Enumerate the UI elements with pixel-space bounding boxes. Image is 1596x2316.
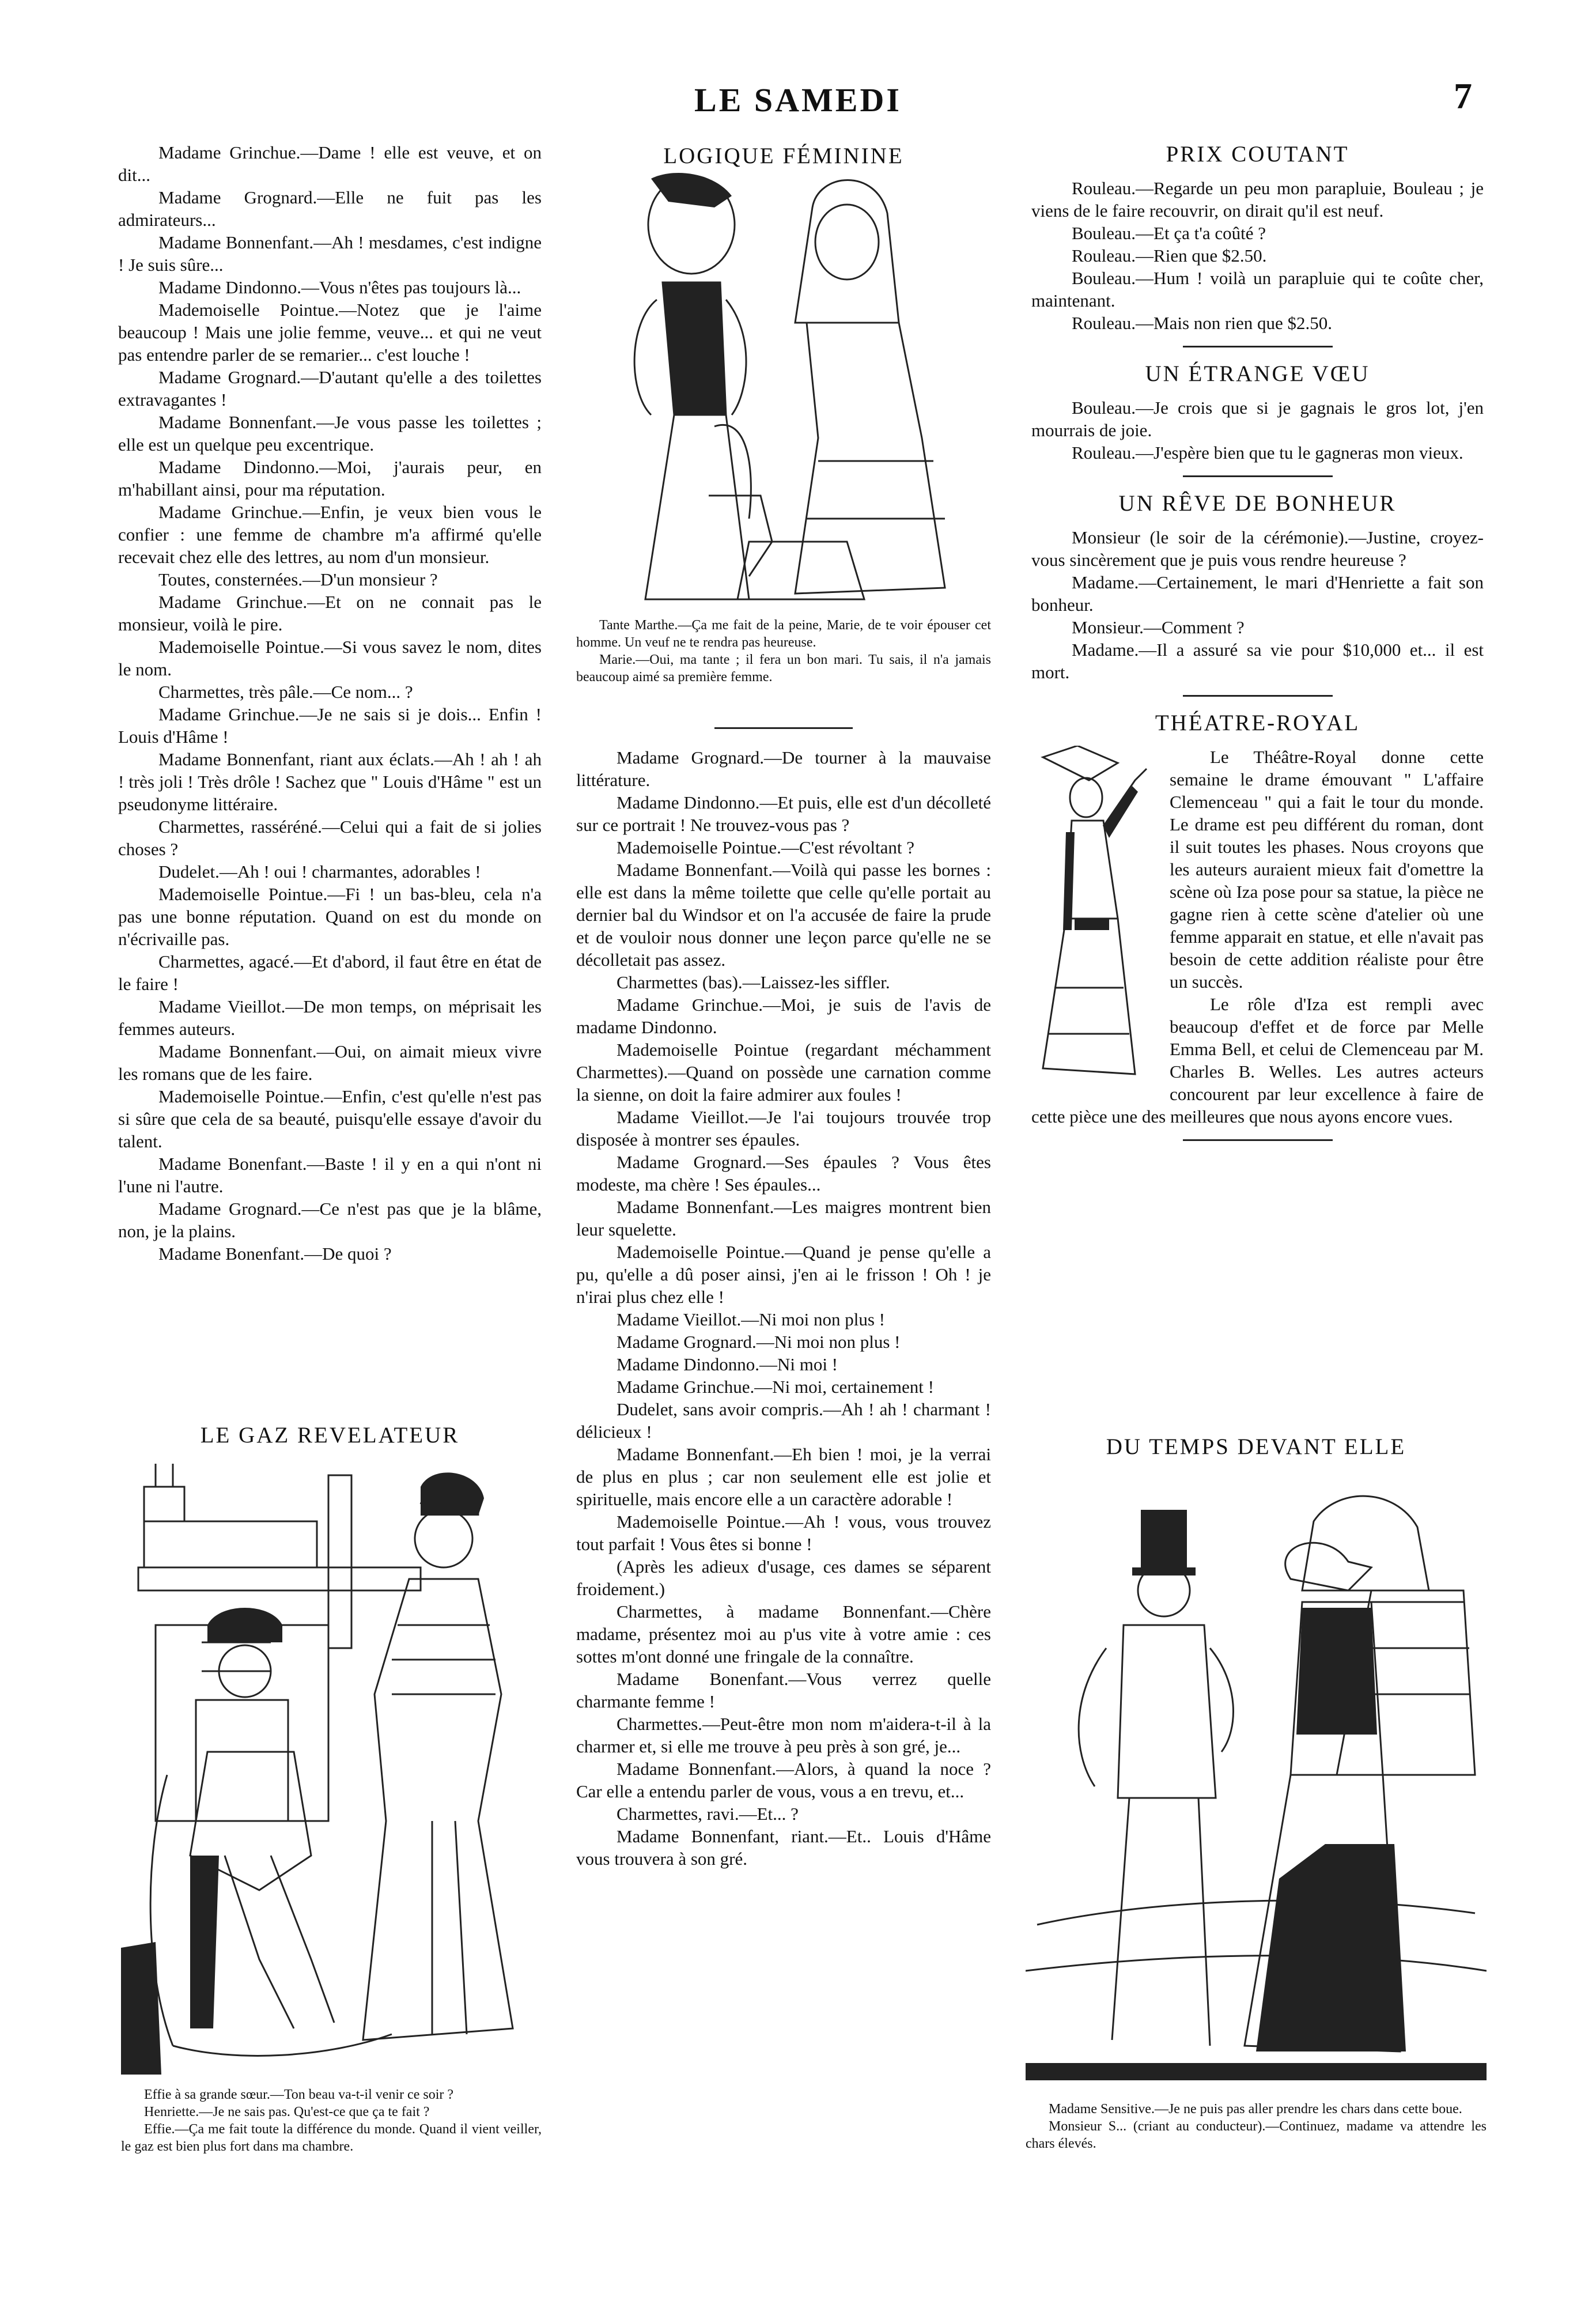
dialogue-paragraph: Bouleau.—Hum ! voilà un parapluie qui te coûte cher, maintenant. [1031, 268, 1484, 311]
page-number: 7 [1454, 75, 1472, 116]
gaz-revelateur-title: LE GAZ REVELATEUR [200, 1423, 460, 1448]
dialogue-text-1 [118, 141, 542, 1265]
dialogue-paragraph: Madame Bonenfant.—Vous verrez quelle charmante femme ! [576, 1669, 991, 1712]
dialogue-paragraph: Dudelet.—Ah ! oui ! charmantes, adorables ! [158, 862, 481, 882]
reve-bonheur-text [1031, 526, 1484, 683]
dialogue-paragraph: Madame Bonnenfant, riant aux éclats.—Ah ! ah ! ah ! très joli ! Très drôle ! Sachez que " Louis d'Hâme " est un pseudonyme littéraire. [118, 749, 542, 814]
column-2 [576, 746, 991, 1870]
dialogue-paragraph: Madame Grinchue.—Enfin, je veux bien vous le confier : une femme de chambre m'a affirmé qu'elle recevait chez elle des lettres, au nom d'un monsieur. [118, 502, 542, 567]
dialogue-paragraph: Madame Grognard.—Elle ne fuit pas les admirateurs... [118, 187, 542, 230]
dialogue-paragraph: Rouleau.—Regarde un peu mon parapluie, Bouleau ; je viens de le faire recouvrir, on dirait qu'il est neuf. [1031, 178, 1484, 221]
dialogue-paragraph: Madame Grinchue.—Moi, je suis de l'avis de madame Dindonno. [576, 995, 991, 1037]
dialogue-paragraph: Rouleau.—J'espère bien que tu le gagneras mon vieux. [1072, 443, 1463, 463]
caption-line: Effie.—Ça me fait toute la différence du monde. Quand il vient veiller, le gaz est bien plus fort dans ma chambre. [121, 2122, 542, 2154]
caption-line: Madame Sensitive.—Je ne puis pas aller prendre les chars dans cette boue. [1049, 2102, 1462, 2117]
gaz-revelateur-caption [121, 2086, 542, 2155]
section-divider [1183, 346, 1333, 347]
dialogue-paragraph: Charmettes, à madame Bonnenfant.—Chère madame, présentez moi au p'us vite à votre amie : ces sottes m'ont donné une fringale de la connaître. [576, 1601, 991, 1667]
section-divider [714, 727, 853, 729]
dialogue-paragraph: Madame Bonenfant.—De quoi ? [158, 1244, 392, 1264]
actress-figure-illustration [1031, 746, 1158, 1086]
dialogue-paragraph: Madame Bonnenfant.—Je vous passe les toilettes ; elle est un quelque peu excentrique. [118, 412, 542, 455]
dialogue-paragraph: Madame Bonnenfant, riant.—Et.. Louis d'Hâme vous trouvera à son gré. [576, 1826, 991, 1869]
dialogue-text-2 [576, 746, 991, 1870]
prix-coutant-text [1031, 177, 1484, 334]
dialogue-paragraph: Madame Grinchue.—Dame ! elle est veuve, et on dit... [118, 142, 542, 185]
article-paragraph: Le rôle d'Iza est rempli avec beaucoup d'effet et de force par Melle Emma Bell, et celui de Clemenceau par M. Charles B. Welles. Les autres acteurs concourent par leur excellence à faire de cette pièce une des meilleures que nous ayons encore vues. [1031, 994, 1484, 1127]
theatre-royal-title: THÉATRE-ROYAL [1155, 711, 1360, 735]
dialogue-paragraph: Madame Vieillot.—Ni moi non plus ! [617, 1309, 885, 1329]
section-divider [1183, 1139, 1333, 1141]
dialogue-paragraph: Rouleau.—Mais non rien que $2.50. [1072, 313, 1333, 333]
dialogue-paragraph: Madame Grognard.—Ni moi non plus ! [617, 1332, 901, 1352]
column-3 [1031, 138, 1484, 1156]
dialogue-paragraph: Charmettes, rasséréné.—Celui qui a fait de si jolies choses ? [118, 817, 542, 859]
dialogue-paragraph: Madame Grinchue.—Je ne sais si je dois... Enfin ! Louis d'Hâme ! [118, 704, 542, 747]
dialogue-paragraph: Charmettes, très pâle.—Ce nom... ? [158, 682, 413, 702]
dialogue-paragraph: Madame.—Certainement, le mari d'Henriette a fait son bonheur. [1031, 572, 1484, 615]
dialogue-paragraph: Mademoiselle Pointue.—Ah ! vous, vous trouvez tout parfait ! Vous êtes si bonne ! [576, 1512, 991, 1554]
dialogue-paragraph: Madame Dindonno.—Ni moi ! [617, 1354, 838, 1374]
dialogue-paragraph: Madame Bonenfant.—Baste ! il y en a qui n'ont ni l'une ni l'autre. [118, 1154, 542, 1196]
temps-devant-elle-caption [1026, 2100, 1487, 2152]
section-divider [1183, 695, 1333, 697]
dialogue-paragraph: Mademoiselle Pointue.—Si vous savez le nom, dites le nom. [118, 637, 542, 679]
dialogue-paragraph: Mademoiselle Pointue (regardant méchamment Charmettes).—Quand on possède une carnation comme la sienne, on doit la faire admirer aux foules ! [576, 1040, 991, 1105]
dialogue-paragraph: Madame Dindonno.—Et puis, elle est d'un décolleté sur ce portrait ! Ne trouvez-vous pas ? [576, 792, 991, 835]
dialogue-paragraph: Dudelet, sans avoir compris.—Ah ! ah ! charmant ! délicieux ! [576, 1399, 991, 1442]
logique-feminine-illustration [576, 173, 991, 611]
dialogue-paragraph: Madame Bonnenfant.—Voilà qui passe les bornes : elle est dans la même toilette que celle qu'elle portait au dernier bal du Windsor et on l'a accusée de faire la prude et de vouloir nous donner une leçon parce qu'elle ne se décolletait pas assez. [576, 860, 991, 970]
etrange-voeu-text [1031, 396, 1484, 464]
dialogue-paragraph: Madame Bonnenfant.—Les maigres montrent bien leur squelette. [576, 1197, 991, 1240]
dialogue-paragraph: Bouleau.—Et ça t'a coûté ? [1072, 223, 1266, 243]
prix-coutant-title: PRIX COUTANT [1166, 142, 1349, 167]
article-paragraph: Le Théâtre-Royal donne cette semaine le drame émouvant " L'affaire Clemenceau " qui a fait le tour du monde. Le drame est peu différent du roman, dont il suit toutes les phases. Nous croyons que les auteurs auraient mieux fait d'omettre la scène où Iza pose pour sa statue, la pièce ne gagne rien à cette scène d'atelier où une femme apparait en statue, et elle n'avait pas besoin de cette addition réaliste pour être un succès. [1170, 747, 1484, 992]
caption-line: Marie.—Oui, ma tante ; il fera un bon mari. Tu sais, il n'a jamais beaucoup aimé sa première femme. [576, 652, 991, 685]
dialogue-paragraph: Monsieur (le soir de la cérémonie).—Justine, croyez-vous sincèrement que je puis vous rendre heureuse ? [1031, 527, 1484, 570]
dialogue-paragraph: Toutes, consternées.—D'un monsieur ? [158, 569, 438, 590]
dialogue-paragraph: Mademoiselle Pointue.—Fi ! un bas-bleu, cela n'a pas une bonne réputation. Quand on est du monde on n'écrivaille pas. [118, 884, 542, 949]
section-divider [1183, 475, 1333, 477]
dialogue-paragraph: Mademoiselle Pointue.—Notez que je l'aime beaucoup ! Mais une jolie femme, veuve... et qui ne veut pas entendre parler de se remarier... c'est louche ! [118, 300, 542, 365]
caption-line: Tante Marthe.—Ça me fait de la peine, Marie, de te voir épouser cet homme. Un veuf ne te rendra pas heureuse. [576, 618, 991, 650]
temps-devant-elle-illustration [1026, 1475, 1487, 2080]
dialogue-paragraph: Madame.—Il a assuré sa vie pour $10,000 et... il est mort. [1031, 640, 1484, 682]
caption-line: Monsieur S... (criant au conducteur).—Continuez, madame va attendre les chars élevés. [1026, 2119, 1487, 2151]
dialogue-paragraph: Madame Bonnenfant.—Ah ! mesdames, c'est indigne ! Je suis sûre... [118, 232, 542, 275]
dialogue-paragraph: Madame Dindonno.—Vous n'êtes pas toujours là... [158, 277, 521, 297]
etrange-voeu-title: UN ÉTRANGE VŒU [1145, 361, 1370, 386]
dialogue-paragraph: Madame Grinchue.—Ni moi, certainement ! [617, 1377, 934, 1397]
dialogue-paragraph: Madame Grognard.—De tourner à la mauvaise littérature. [576, 747, 991, 790]
column-1 [118, 141, 542, 1265]
dialogue-paragraph: Charmettes.—Peut-être mon nom m'aidera-t-il à la charmer et, si elle me trouve à peu près à son gré, je... [576, 1714, 991, 1756]
reve-bonheur-title: UN RÊVE DE BONHEUR [1118, 491, 1397, 516]
dialogue-paragraph: Madame Bonnenfant.—Oui, on aimait mieux vivre les romans que de les faire. [118, 1041, 542, 1084]
dialogue-paragraph: Madame Grognard.—Ses épaules ? Vous êtes modeste, ma chère ! Ses épaules... [576, 1152, 991, 1195]
dialogue-paragraph: Madame Bonnenfant.—Alors, à quand la noce ? Car elle a entendu parler de vous, vous a en trevu, et... [576, 1759, 991, 1801]
caption-line: Effie à sa grande sœur.—Ton beau va-t-il venir ce soir ? [144, 2087, 454, 2102]
dialogue-paragraph: Madame Grinchue.—Et on ne connait pas le monsieur, voilà le pire. [118, 592, 542, 634]
gaz-revelateur-illustration [121, 1452, 542, 2075]
dialogue-paragraph: Mademoiselle Pointue.—Enfin, c'est qu'elle n'est pas si sûre que cela de sa beauté, puisqu'elle essaye d'avoir du talent. [118, 1086, 542, 1151]
dialogue-paragraph: Madame Grognard.—Ce n'est pas que je la blâme, non, je la plains. [118, 1199, 542, 1241]
dialogue-paragraph: Madame Grognard.—D'autant qu'elle a des toilettes extravagantes ! [118, 367, 542, 410]
dialogue-paragraph: (Après les adieux d'usage, ces dames se séparent froidement.) [576, 1556, 991, 1599]
dialogue-paragraph: Charmettes (bas).—Laissez-les siffler. [617, 972, 890, 992]
dialogue-paragraph: Charmettes, agacé.—Et d'abord, il faut être en état de le faire ! [118, 951, 542, 994]
dialogue-paragraph: Rouleau.—Rien que $2.50. [1072, 245, 1267, 266]
dialogue-paragraph: Mademoiselle Pointue.—Quand je pense qu'elle a pu, qu'elle a dû poser ainsi, j'en ai le frisson ! Oh ! je n'irai plus chez elle ! [576, 1242, 991, 1307]
dialogue-paragraph: Madame Dindonno.—Moi, j'aurais peur, en m'habillant ainsi, pour ma réputation. [118, 457, 542, 500]
temps-devant-elle-title: DU TEMPS DEVANT ELLE [1106, 1434, 1406, 1459]
logique-feminine-title: LOGIQUE FÉMININE [663, 143, 904, 168]
dialogue-paragraph: Bouleau.—Je crois que si je gagnais le gros lot, j'en mourrais de joie. [1031, 398, 1484, 440]
dialogue-paragraph: Mademoiselle Pointue.—C'est révoltant ? [617, 837, 914, 857]
dialogue-paragraph: Madame Vieillot.—Je l'ai toujours trouvée trop disposée à montrer ses épaules. [576, 1107, 991, 1150]
dialogue-paragraph: Madame Vieillot.—De mon temps, on méprisait les femmes auteurs. [118, 996, 542, 1039]
caption-line: Henriette.—Je ne sais pas. Qu'est-ce que ça te fait ? [144, 2105, 430, 2119]
logique-feminine-caption [576, 617, 991, 686]
dialogue-paragraph: Charmettes, ravi.—Et... ? [617, 1804, 799, 1824]
dialogue-paragraph: Madame Bonnenfant.—Eh bien ! moi, je la verrai de plus en plus ; car non seulement elle est jolie et spirituelle, mais encore elle a un caractère adorable ! [576, 1444, 991, 1509]
masthead-title: LE SAMEDI [694, 81, 902, 119]
dialogue-paragraph: Monsieur.—Comment ? [1072, 617, 1245, 637]
